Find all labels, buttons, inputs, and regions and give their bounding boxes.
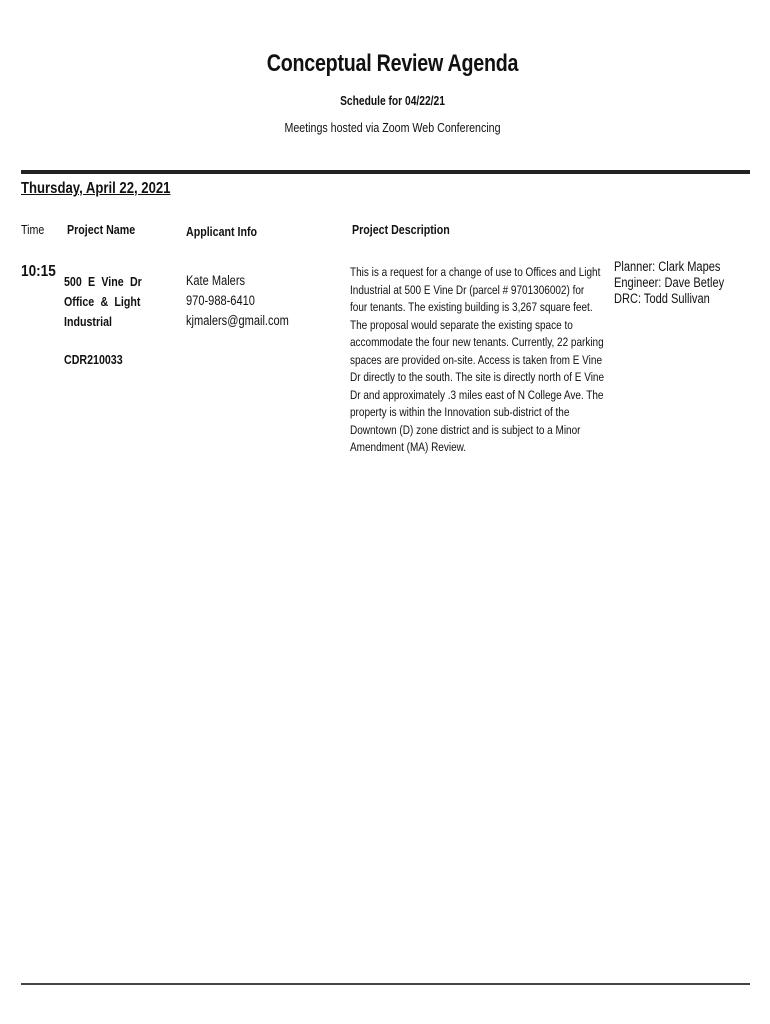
column-header-applicant-info: Applicant Info (186, 224, 258, 239)
item-staff (614, 259, 724, 307)
item-project-description: This is a request for a change of use to Offices and Light Industrial at 500 E Vine Dr (parcel # 9701306002) for four tenants. The existing building is 3,267 square feet. The proposal would separate the existing space to accommodate the four new tenants. Currently, 22 parking spaces are provided on-site. Access is taken from E Vine Dr directly to the south. The site is directly north of E Vine Dr and approximately .3 miles east of N College Ave. The property is within the Innovation sub-district of the Downtown (D) zone district and is subject to a Minor Amendment (MA) Review. (350, 265, 605, 454)
project-name-line: Office & Light (64, 294, 141, 309)
staff-drc: DRC: Todd Sullivan (614, 291, 710, 306)
applicant-email: kjmalers@gmail.com (186, 313, 289, 328)
item-project-name (64, 272, 146, 332)
column-header-project-description: Project Description (352, 222, 450, 237)
staff-planner: Planner: Clark Mapes (614, 259, 721, 274)
staff-engineer: Engineer: Dave Betley (614, 275, 725, 290)
column-header-project-name: Project Name (67, 222, 136, 237)
item-project-id: CDR210033 (64, 352, 123, 367)
applicant-name: Kate Malers (186, 273, 246, 288)
page-title: Conceptual Review Agenda (266, 50, 519, 77)
hosting-note: Meetings hosted via Zoom Web Conferencing (284, 120, 501, 135)
applicant-phone: 970-988-6410 (186, 293, 255, 308)
project-name-line: 500 E Vine Dr (64, 274, 142, 289)
bottom-divider (21, 983, 750, 985)
column-header-time: Time (21, 222, 45, 237)
day-heading: Thursday, April 22, 2021 (21, 180, 171, 197)
item-applicant-info (186, 271, 289, 331)
schedule-date: Schedule for 04/22/21 (340, 94, 445, 108)
top-divider (21, 170, 750, 174)
project-name-line: Industrial (64, 314, 112, 329)
item-time: 10:15 (21, 263, 56, 280)
